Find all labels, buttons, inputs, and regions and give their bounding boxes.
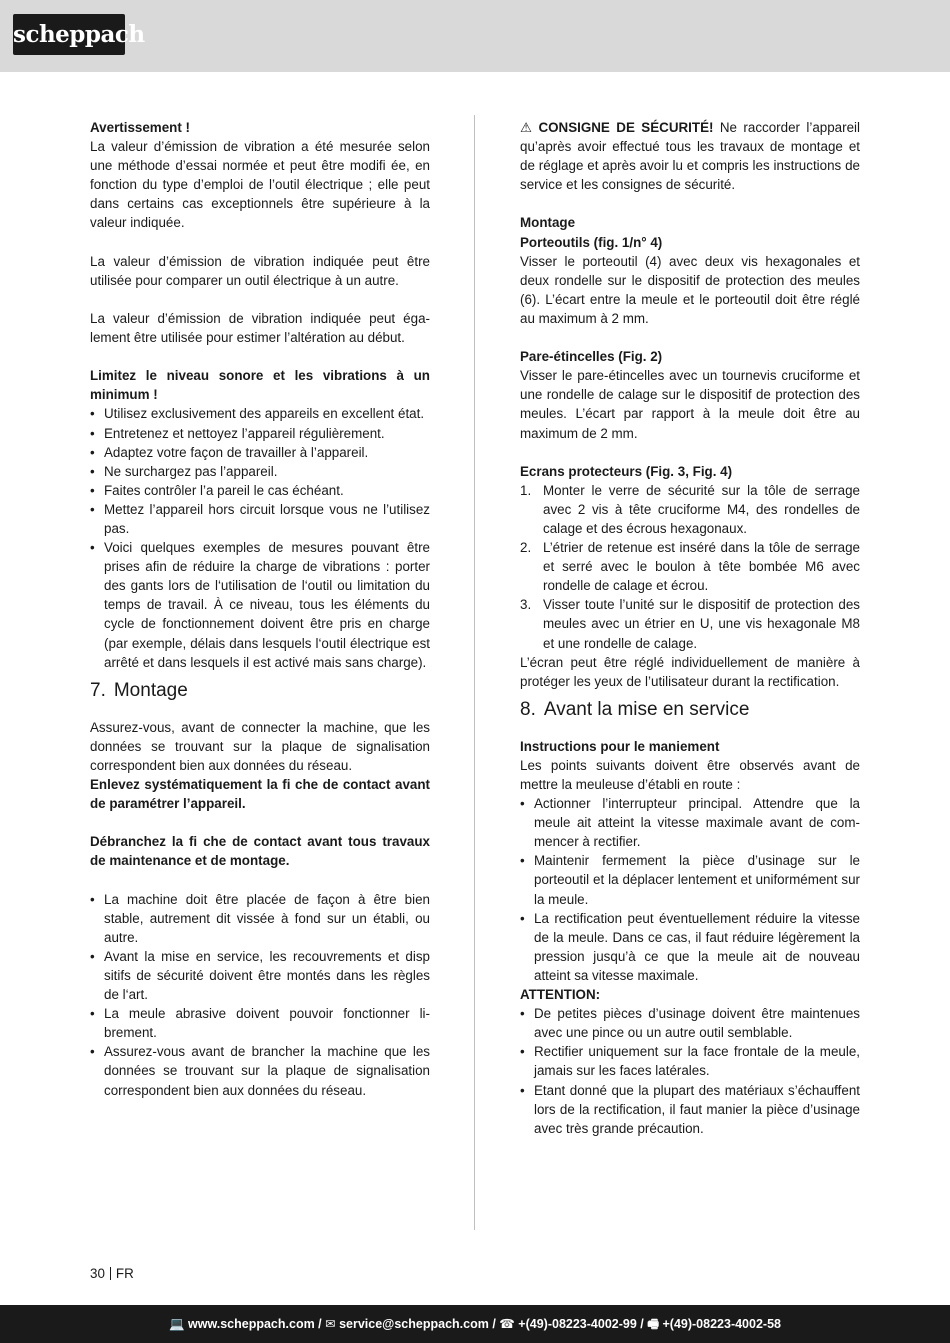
list-item: 2. L’étrier de retenue est inséré dans la tôle de serrage et serré avec le boulon à tête bombée M6 avec rondelle de calage et écrou. [520, 540, 860, 594]
list-item: • Faites contrôler l’a pareil le cas échéant. [90, 482, 344, 498]
fax-number: 🖷 +(49)-08223-4002-58 [647, 1317, 781, 1331]
list-item: • Avant la mise en service, les recouvrements et disp sitifs de sécurité doivent être montés dans les règles de l‘art. [90, 948, 430, 1003]
list-item: • Ne surchargez pas l’appareil. [90, 463, 278, 479]
montage-paragraph-1-bold: Enlevez systématiquement la fi che de contact avant de paramétrer l’appareil. [90, 777, 430, 812]
section-8-heading: 8. Avant la mise en service [520, 698, 750, 720]
limit-list [90, 404, 430, 671]
contact-bar: 💻 www.scheppach.com / ✉ service@scheppach.com / ☎ +(49)-08223-4002-99 / 🖷 +(49)-08223-4002-58 [0, 1305, 950, 1343]
list-item: • Actionner l’interrupteur principal. Attendre que la meule ait atteint la vitesse maximale avant de commencer à rectifier. [520, 796, 860, 850]
list-item: • La rectification peut éventuellement réduire la vitesse de la meule. Dans ce cas, il faut réduire légèrement la pression jusqu’à ce que la meule ait de nouveau atteint sa vitesse maximale. [520, 910, 860, 983]
list-item: • Maintenir fermement la pièce d’usinage sur le porteoutil et la déplacer lentement et uniformément sur la meule. [520, 853, 860, 907]
attention-title: ATTENTION: [520, 987, 601, 1003]
warning-title: Avertissement ! [90, 120, 190, 135]
instructions-list [520, 794, 860, 985]
list-item: • Entretenez et nettoyez l’appareil régulièrement. [90, 425, 385, 441]
pare-etincelles-title: Pare-étincelles (Fig. 2) [520, 349, 663, 365]
pare-etincelles-text: Visser le pare-étincelles avec un tournevis cruciforme et une rondelle de calage sur le dispositif de protection des meules. L’écart par rapport à la meule doit être au maximum de 2 mm. [520, 368, 860, 441]
montage-heading: Montage [520, 215, 576, 231]
instructions-title: Instructions pour le maniement [520, 738, 720, 754]
list-item: 1. Monter le verre de sécurité sur la tôle de serrage avec 2 vis à tête cruciforme M4, des rondelles de calage et des écrous hexagonaux. [520, 482, 860, 536]
phone-number: ☎ +(49)-08223-4002-99 [499, 1317, 637, 1331]
montage-paragraph-1: Assurez-vous, avant de connecter la machine, que les données se trouvant sur la plaque de signalisation correspondent bien aux données du réseau. [90, 719, 430, 773]
porteoutils-title: Porteoutils (fig. 1/n° 4) [520, 234, 663, 250]
page-footer [90, 1265, 134, 1283]
list-item: • De petites pièces d’usinage doivent être maintenues avec une pince ou un autre outil semblable. [520, 1006, 860, 1041]
list-item: • Etant donné que la plupart des matériaux s’échauffent lors de la rectification, il faut manier la pièce d’usinage avec très grande précaution. [520, 1082, 860, 1136]
limit-title: Limitez le niveau sonore et les vibrations à un minimum ! [90, 368, 430, 403]
montage-paragraph-2-bold: Débranchez la fi che de contact avant tous travaux de maintenance et de montage. [90, 834, 430, 869]
section-7-heading: 7. Montage [90, 679, 188, 701]
safety-notice: ⚠ CONSIGNE DE SÉCURITÉ! Ne raccorder l’appareil qu’après avoir effectué tous les travaux de montage et de réglage et après avoir lu et compris les instructions de service et les consignes de sécurité. [520, 120, 860, 193]
list-item: • Assurez-vous avant de brancher la machine que les données se trouvant sur la plaque de signalisation correspondent bien aux données du réseau. [90, 1044, 430, 1098]
attention-list [520, 1004, 860, 1138]
montage-list [90, 890, 430, 1100]
list-item: 3. Visser toute l’unité sur le dispositif de protection des meules avec un étrier en U, une vis hexagonale M8 et une rondelle de calage. [520, 597, 860, 651]
email-link[interactable]: ✉ service@scheppach.com [325, 1317, 489, 1331]
list-item: • Voici quelques exemples de mesures pouvant être prises afin de réduire la charge de vibrations : porter des gants lors de l‘utilisation de l‘outil ou limitation du temps de travail. À ce niveau, tous les éléments du cycle de fonctionnement doivent être pris en charge (par exemple, délais dans lesquels l‘outil électrique est arrêté et dans lesquels il est activé mais sans charge). [90, 540, 430, 670]
column-divider [474, 115, 475, 1230]
warning-paragraph-2: La valeur d’émission de vibration indiquée peut être utilisée pour comparer un outil électrique à un autre. [90, 253, 430, 288]
warning-paragraph-1: La valeur d’émission de vibration a été mesurée selon une méthode d’essai normée et peut être modifi ée, en fonction du type d’emploi de l’outil électrique ; elle peut dans certains cas exceptionnels être supérieure à la valeur indiquée. [90, 139, 430, 231]
header-bar [0, 0, 950, 72]
list-item: • Rectifier uniquement sur la face frontale de la meule, jamais sur les faces latérales. [520, 1044, 860, 1079]
language-code: FR [115, 1266, 134, 1281]
list-item: • Mettez l’appareil hors circuit lorsque vous ne l’utilisez pas. [90, 501, 430, 536]
scheppach-logo: scheppach [13, 14, 125, 55]
left-column [90, 118, 430, 1100]
ecrans-after-text: L’écran peut être réglé individuellement de manière à protéger les yeux de l’utilisateur durant la rectification. [520, 654, 860, 689]
list-item: • La meule abrasive doivent pouvoir fonctionner librement. [90, 1006, 430, 1041]
right-column [520, 118, 860, 1138]
warning-triangle-icon: ⚠ [520, 120, 533, 135]
instructions-text: Les points suivants doivent être observés avant de mettre la meuleuse d’établi en route : [520, 757, 860, 792]
ecrans-list [520, 481, 860, 653]
warning-paragraph-3: La valeur d’émission de vibration indiquée peut également être utilisée pour estimer l’altération au début. [90, 310, 430, 346]
ecrans-title: Ecrans protecteurs (Fig. 3, Fig. 4) [520, 463, 733, 479]
list-item: • La machine doit être placée de façon à être bien stable, autrement dit vissée à fond sur un établi, ou autre. [90, 891, 430, 945]
page-number: 30 [90, 1266, 105, 1281]
website-link[interactable]: 💻 www.scheppach.com [169, 1317, 315, 1331]
footer-separator [110, 1267, 111, 1280]
porteoutils-text: Visser le porteoutil (4) avec deux vis hexagonales et deux rondelle sur le dispositif de protection des meules (6). L’écart entre la meule et le porteoutil doit être réglé au maximum à 2 mm. [520, 253, 860, 326]
list-item: • Adaptez votre façon de travailler à l’appareil. [90, 444, 369, 460]
list-item: • Utilisez exclusivement des appareils en excellent état. [90, 406, 425, 422]
